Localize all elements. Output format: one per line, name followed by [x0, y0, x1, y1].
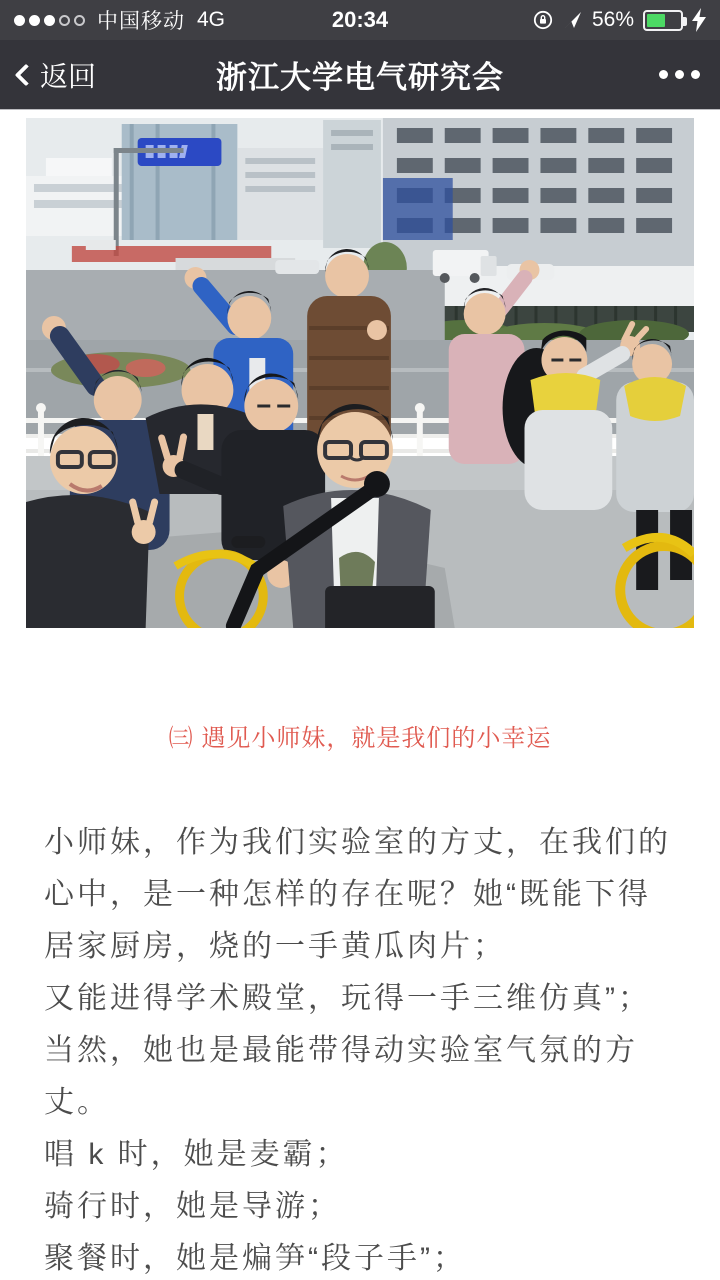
body-text-line: 又能进得学术殿堂，玩得一手三维仿真”； [44, 982, 651, 1015]
chevron-left-icon [15, 63, 38, 86]
back-label: 返回 [40, 60, 97, 92]
clock-label: 20:34 [331, 7, 389, 32]
battery-percent-label: 56% [591, 8, 634, 31]
section-heading: ㈢ 遇见小师妹，就是我们的小幸运 [168, 725, 552, 752]
page-title: 浙江大学电气研究会 [216, 60, 504, 95]
battery-icon [643, 10, 683, 31]
body-text-line: 聚餐时，她是煸笋“段子手”； [44, 1242, 466, 1275]
body-text-line: 小师妹，作为我们实验室的方丈，在我们的 [44, 826, 671, 859]
article-photo[interactable] [26, 118, 694, 628]
article-body [44, 817, 676, 1280]
nav-bar [0, 40, 720, 110]
body-text-line: 当然，她也是最能带得动实验室气氛的方 [44, 1034, 638, 1067]
status-left [14, 5, 225, 35]
body-text-line: 唱 k 时，她是麦霸； [44, 1138, 349, 1171]
back-button[interactable] [18, 55, 96, 95]
body-text-line: 丈。 [44, 1086, 110, 1119]
signal-strength-icon [14, 15, 85, 26]
charging-bolt-icon [692, 8, 706, 32]
body-text-line: 居家厨房，烧的一手黄瓜肉片； [44, 930, 506, 963]
network-type-label: 4G [197, 8, 226, 31]
rotation-lock-icon [532, 9, 554, 31]
body-text-line: 骑行时，她是导游； [44, 1190, 341, 1223]
article-photo-container [0, 110, 720, 628]
location-arrow-icon [563, 10, 583, 30]
status-right [532, 8, 706, 32]
more-menu-button[interactable] [657, 60, 702, 89]
battery-nub [683, 17, 687, 26]
status-bar [0, 0, 720, 40]
ellipsis-icon [659, 70, 668, 79]
article-content [0, 110, 720, 1280]
body-text-line: 心中，是一种怎样的存在呢？她“既能下得 [44, 878, 651, 911]
carrier-label: 中国移动 [97, 10, 185, 33]
battery-fill [647, 14, 665, 27]
